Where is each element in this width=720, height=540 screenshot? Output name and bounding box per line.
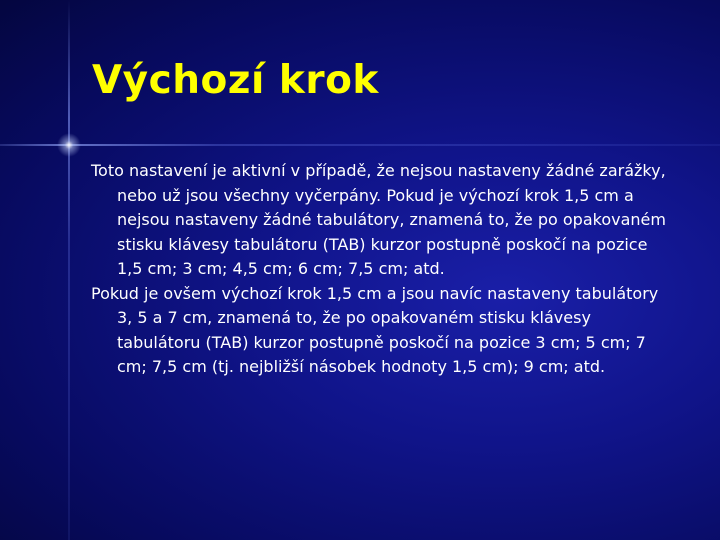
paragraph-tabs-example: Pokud je ovšem výchozí krok 1,5 cm a jsou navíc nastaveny tabulátory 3, 5 a 7 cm, znamená to, že po opakovaném stisku klávesy tabulátoru (TAB) kurzor postupně poskočí na pozice 3 cm; 5 cm; 7 cm; 7,5 cm (tj. nejbližší násobek hodnoty 1,5 cm); 9 cm; atd. xyxy=(91,283,659,376)
slide-body xyxy=(91,159,676,380)
sparkle-icon xyxy=(57,133,81,157)
paragraph-default-step: Toto nastavení je aktivní v případě, že nejsou nastaveny žádné zarážky, nebo už jsou všechny vyčerpány. Pokud je výchozí krok 1,5 cm a nejsou nastaveny žádné tabulátory, znamená to, že po opakovaném stisku klávesy tabulátoru (TAB) kurzor postupně poskočí na pozice 1,5 cm; 3 cm; 4,5 cm; 6 cm; 7,5 cm; atd. xyxy=(91,161,666,278)
decorative-horizontal-line xyxy=(0,144,720,146)
decorative-vertical-line xyxy=(68,0,70,540)
slide-title: Výchozí krok xyxy=(92,58,379,103)
